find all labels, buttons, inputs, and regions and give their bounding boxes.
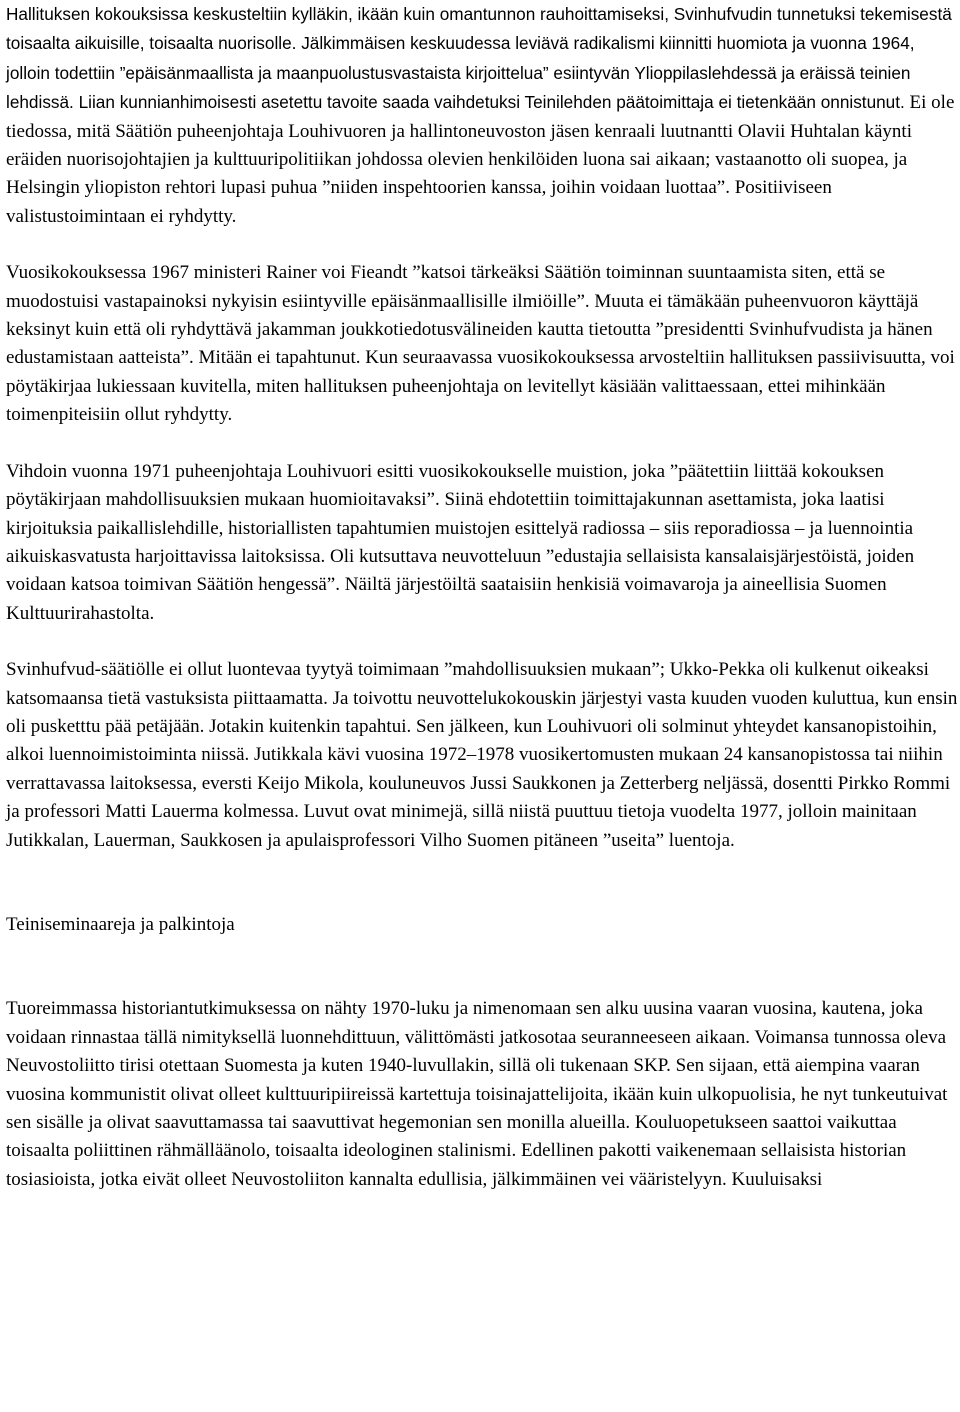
section-spacer bbox=[6, 855, 960, 911]
paragraph-1-sans-part: Hallituksen kokouksissa keskusteltiin kylläkin, ikään kuin omantunnon rauhoittamiseksi, Svinhufvudin tunnetuksi tekemisestä toisaalta aikuisille, toisaalta nuorisolle. Jälkimmäisen keskuudessa leviävä radikalismi kiinnitti huomiota ja vuonna 1964, jolloin todettiin ”epäisänmaallista ja maanpuolustusvastaista kirjoittelua” esiintyvän Ylioppilaslehdessä ja eräissä teinien lehdissä. Liian kunnianhimoisesti asetettu tavoite saada vaihdetuksi Teinilehden päätoimittaja ei tietenkään onnistunut. bbox=[6, 4, 952, 113]
paragraph-2: Vuosikokouksessa 1967 ministeri Rainer voi Fieandt ”katsoi tärkeäksi Säätiön toiminnan suuntaamista siten, että se muodostuisi vastapainoksi nykyisin esiintyville epäisänmaallisille ilmiöille”. Muuta ei tämäkään puheenvuoron käyttäjä keksinyt kuin että oli ryhdyttävä jakamman joukkotiedotusvälineiden kautta tietoutta ”presidentti Svinhufvudista ja hänen edustamistaan aatteista”. Mitään ei tapahtunut. Kun seuraavassa vuosikokouksessa arvosteltiin hallituksen passiivisuutta, voi pöytäkirjaa lukiessaan kuvitella, miten hallituksen puheenjohtaja on levitellyt käsiään valittaessaan, ettei mihinkään toimenpiteisiin ollut ryhdytty. bbox=[6, 262, 955, 426]
paragraph-4: Svinhufvud-säätiölle ei ollut luontevaa tyytyä toimimaan ”mahdollisuuksien mukaan”; Ukko-Pekka oli kulkenut oikeaksi katsomaansa tietä vastuksista piittaamatta. Ja toivottu neuvottelukokouskin järjestyi vasta kuuden vuoden kuluttua, kun ensin oli pusketttu pää petäjään. Jotakin kuitenkin tapahtui. Sen jälkeen, kun Louhivuori oli solminut yhteydet kansanopistoihin, alkoi luennoimistoiminta niissä. Jutikkala kävi vuosina 1972–1978 vuosikertomusten mukaan 24 kansanopistossa tai niihin verrattavassa laitoksessa, eversti Keijo Mikola, kouluneuvos Jussi Saukkonen ja Zetterberg neljässä, dosentti Pirkko Rommi ja professori Matti Lauerma kolmessa. Luvut ovat minimejä, sillä niistä puuttuu tietoja vuodelta 1977, jolloin mainitaan Jutikkalan, Lauerman, Saukkosen ja apulaisprofessori Vilho Suomen pitäneen ”useita” luentoja. bbox=[6, 659, 958, 851]
paragraph-spacer bbox=[6, 628, 960, 656]
paragraph-3: Vihdoin vuonna 1971 puheenjohtaja Louhivuori esitti vuosikokoukselle muistion, joka ”päätettiin liittää kokouksen pöytäkirjaan mahdollisuuksien mukaan huomioitavaksi”. Siinä ehdotettiin toimittajakunnan asettamista, joka laatisi kirjoituksia paikallislehdille, historiallisten tapahtumien muistojen esittelyä radiossa – siis reporadiossa – ja luennointia aikuiskasvatusta harjoittavissa laitoksissa. Oli kutsuttava neuvotteluun ”edustajia sellaisista kansalaisjärjestöistä, joiden voidaan katsoa toimivan Säätiön hengessä”. Näiltä järjestöiltä saataisiin henkisiä voimavaroja ja aineellisia Suomen Kulttuurirahastolta. bbox=[6, 460, 915, 624]
paragraph-1-serif-part: Ei ole tiedossa, mitä Säätiön puheenjohtaja Louhivuoren ja hallintoneuvoston jäsen kenraali luutnantti Olavii Huhtalan käynti eräiden nuorisojohtajien ja kulttuuripolitiikan johdossa olevien henkilöiden luona sai aikaan; vastaanotto oli suopea, ja Helsingin yliopiston rehtori lupasi puhua ”niiden inspehtoorien kanssa, joihin voidaan luottaa”. Positiiviseen valistustoimintaan ei ryhdytty. bbox=[6, 92, 955, 227]
document-page bbox=[6, 0, 960, 1194]
paragraph-1 bbox=[6, 0, 960, 231]
paragraph-spacer bbox=[6, 430, 960, 458]
paragraph-spacer bbox=[6, 231, 960, 259]
section-spacer bbox=[6, 939, 960, 995]
paragraph-5: Tuoreimmassa historiantutkimuksessa on nähty 1970-luku ja nimenomaan sen alku uusina vaaran vuosina, kautena, joka voidaan rinnastaa tällä nimityksellä luonnehdittuun, välittömästi jatkosotaa seuranneeseen aikaan. Voimansa tunnossa oleva Neuvostoliitto tirisi otettaan Suomesta ja kuten 1940-luvullakin, sillä oli tukenaan SKP. Sen sijaan, että aiempina vaaran vuosina kommunistit olivat olleet kulttuuripiireissä kartettuja toisinajattelijoita, ikään kuin ulkopuolisia, he nyt tunkeutuivat sen sisälle ja olivat saavuttamassa tai saavuttivat hegemonian sen monilla alueilla. Kouluopetukseen saattoi vaikuttaa toisaalta poliittinen rähmälläänolo, toisaalta ideologinen stalinismi. Edellinen pakotti vaikenemaan sellaisista historian tosiasioista, jotka eivät olleet Neuvostoliiton kannalta edullisia, jälkimmäinen vei vääristelyyn. Kuuluisaksi bbox=[6, 998, 948, 1190]
section-heading: Teiniseminaareja ja palkintoja bbox=[6, 913, 235, 935]
